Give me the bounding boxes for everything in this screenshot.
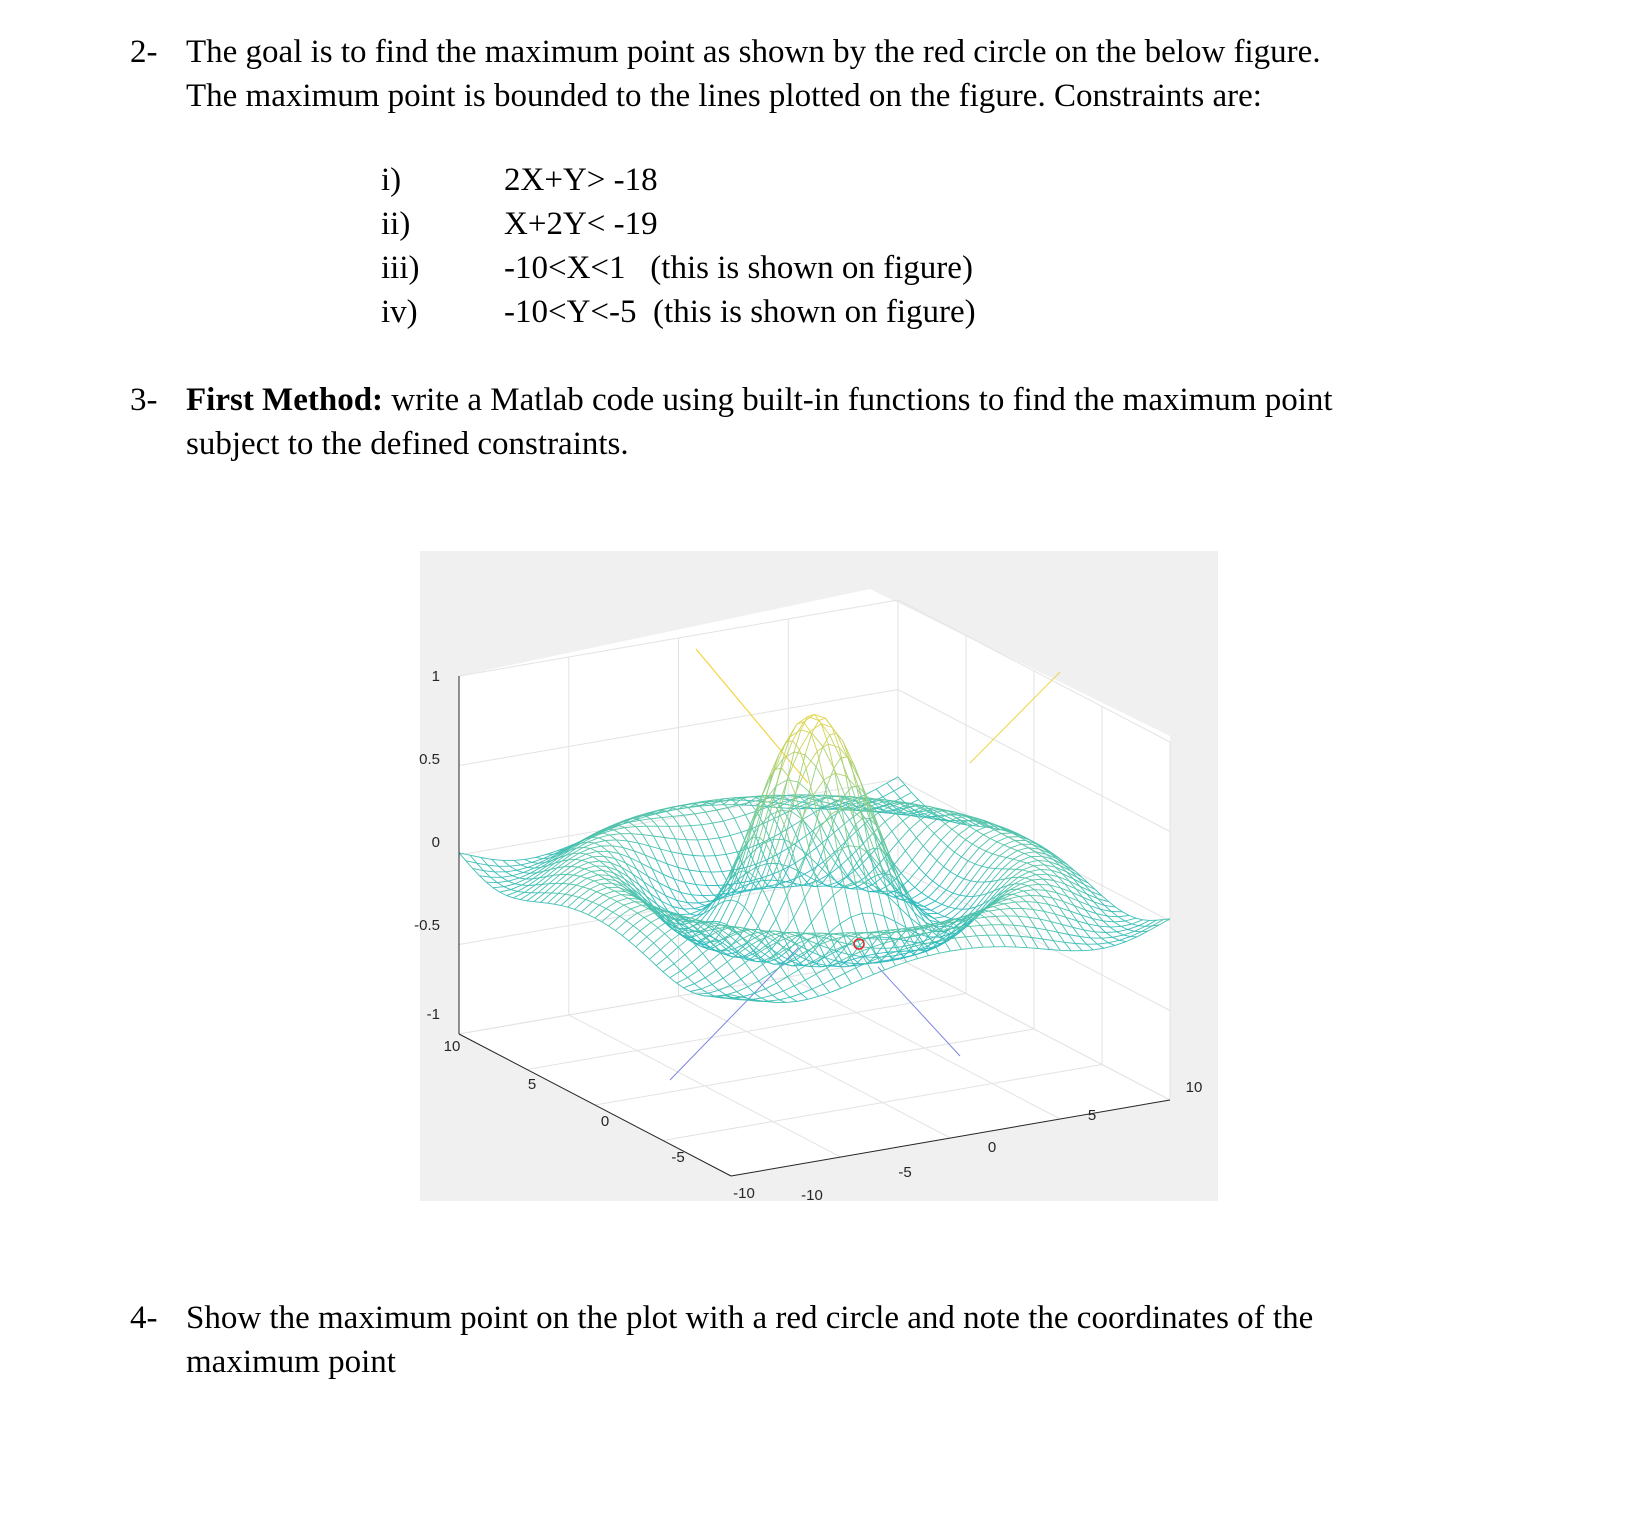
mesh-line — [1060, 950, 1071, 951]
mesh-line — [744, 805, 755, 806]
mesh-line — [693, 856, 704, 857]
mesh-line — [1001, 833, 1012, 834]
mesh-line — [764, 802, 771, 803]
y-tick-label: 5 — [1087, 1107, 1097, 1124]
x-tick-label: 0 — [600, 1113, 610, 1130]
mesh-line — [697, 839, 708, 840]
x-tick-label: 10 — [443, 1038, 461, 1055]
mesh-line — [706, 921, 713, 922]
constraint-4-label: iv) — [381, 294, 418, 330]
constraint-4-expr: -10<Y<-5 (this is shown on figure) — [504, 294, 976, 330]
z-tick-label: 0 — [431, 834, 440, 851]
x-tick-label: -10 — [733, 1185, 755, 1202]
question-3-bold-heading: First Method: — [186, 382, 384, 418]
mesh-line — [956, 909, 963, 910]
mesh-line — [870, 948, 881, 949]
mesh-line — [828, 809, 835, 810]
mesh-line — [530, 873, 537, 874]
mesh-line — [543, 858, 550, 859]
mesh-line — [637, 816, 644, 817]
mesh-line — [717, 996, 724, 997]
mesh-line — [704, 996, 711, 997]
mesh-line — [593, 856, 604, 857]
y-tick-label: -5 — [898, 1164, 912, 1181]
question-2-line-1: The goal is to find the maximum point as shown by the red circle on the below figure. — [186, 34, 1321, 70]
mesh-line — [855, 882, 866, 883]
surface-plot-canvas — [414, 551, 1218, 1204]
mesh-line — [747, 797, 754, 798]
z-tick-label: 0.5 — [419, 751, 440, 768]
constraint-2-label: ii) — [381, 206, 411, 242]
mesh-line — [1022, 844, 1033, 845]
question-3-line-2: subject to the defined constraints. — [186, 426, 629, 462]
mesh-line — [775, 887, 786, 888]
constraint-1-label: i) — [381, 162, 402, 198]
question-4-number: 4- — [130, 1300, 158, 1336]
mesh-line — [563, 883, 570, 884]
mesh-line — [598, 875, 609, 876]
mesh-line — [776, 795, 783, 796]
mesh-line — [1035, 890, 1046, 891]
mesh-line — [863, 957, 874, 958]
constraint-2-expr: X+2Y< -19 — [504, 206, 658, 242]
z-tick-label: -0.5 — [414, 917, 440, 934]
mesh-line — [679, 914, 690, 915]
z-tick-label: 1 — [431, 668, 440, 685]
mesh-line — [700, 872, 711, 873]
surface-plot-figure — [414, 551, 1218, 1204]
mesh-line — [571, 867, 578, 868]
mesh-line — [1143, 920, 1150, 921]
mesh-line — [552, 893, 559, 894]
mesh-line — [1016, 947, 1027, 948]
mesh-line — [605, 840, 616, 841]
mesh-line — [622, 822, 629, 823]
y-tick-label: 10 — [1185, 1079, 1203, 1096]
mesh-line — [567, 874, 574, 875]
mesh-line — [882, 891, 889, 892]
mesh-line — [596, 866, 607, 867]
question-4-line-2: maximum point — [186, 1344, 396, 1380]
mesh-line — [1030, 895, 1041, 896]
x-tick-label: 5 — [527, 1076, 537, 1093]
mesh-line — [1139, 926, 1146, 927]
mesh-line — [898, 951, 909, 952]
mesh-line — [535, 884, 542, 885]
question-2-line-2: The maximum point is bounded to the lines plotted on the figure. Constraints are: — [186, 78, 1262, 114]
mesh-line — [1015, 902, 1026, 903]
mesh-line — [680, 826, 691, 827]
mesh-line — [782, 932, 793, 933]
question-4-line-1: Show the maximum point on the plot with a red circle and note the coordinates of the — [186, 1300, 1314, 1336]
x-tick-label: -5 — [671, 1149, 685, 1166]
z-tick-label: -1 — [426, 1006, 440, 1023]
mesh-line — [977, 935, 988, 936]
question-3-number: 3- — [130, 382, 158, 418]
mesh-line — [981, 823, 992, 824]
question-2-number: 2- — [130, 34, 158, 70]
question-3-line-1: write a Matlab code using built-in functions to find the maximum point — [383, 382, 1333, 418]
constraint-1-expr: 2X+Y> -18 — [504, 162, 658, 198]
constraint-3-expr: -10<X<1 (this is shown on figure) — [504, 250, 973, 286]
mesh-line — [1003, 925, 1014, 926]
mesh-line — [714, 951, 721, 952]
y-tick-label: -10 — [801, 1187, 823, 1204]
mesh-line — [722, 998, 729, 999]
constraint-3-label: iii) — [381, 250, 420, 286]
mesh-line — [572, 853, 579, 854]
mesh-line — [984, 882, 991, 883]
y-tick-label: 0 — [987, 1139, 997, 1156]
mesh-line — [981, 925, 992, 926]
